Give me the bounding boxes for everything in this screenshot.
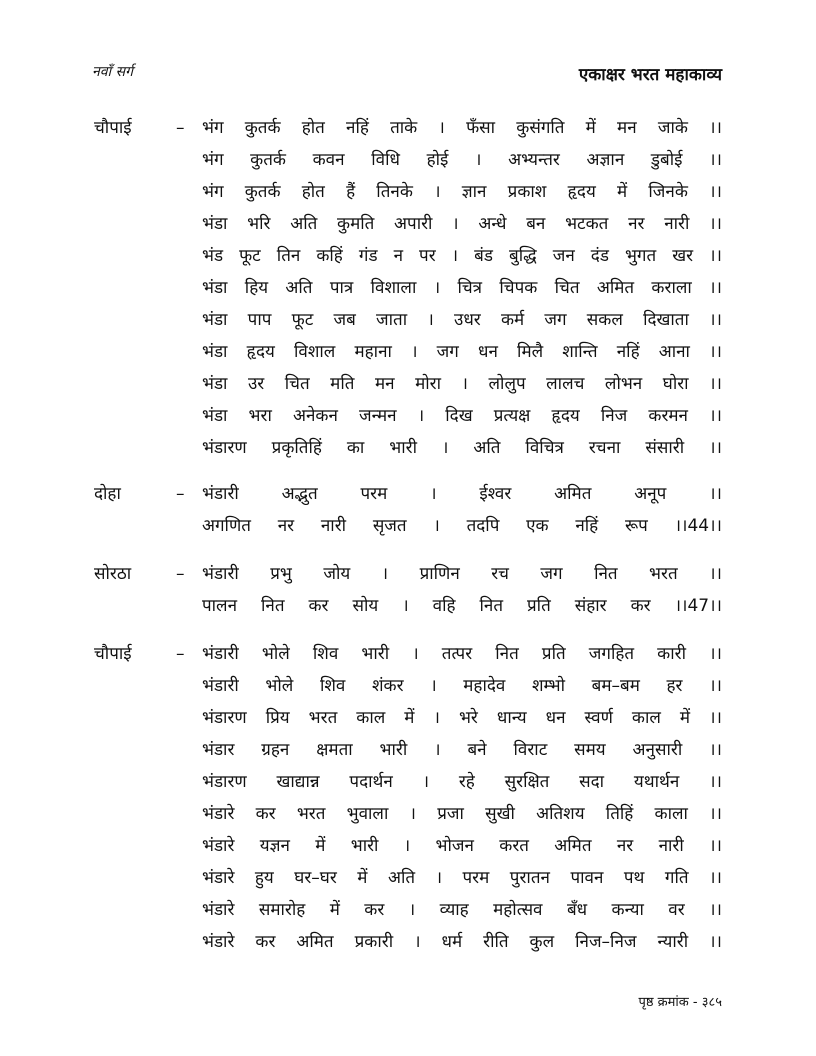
verse-line: भंडा उर चित मति मन मोरा । लोलुप लालच लोभन घोरा ।। — [202, 374, 722, 394]
verse-line: भंडारण प्रकृतिहिं का भारी । अति विचित्र रचना संसारी ।। — [202, 438, 722, 458]
verse-line: भंडा भरि अति कुमति अपारी । अन्धे बन भटकत नर नारी ।। — [202, 214, 722, 234]
chapter-title: नवाँ सर्ग — [92, 64, 133, 80]
verse-line: भंडा हृदय विशाल महाना । जग धन मिलै शान्ति नहिं आना ।। — [202, 342, 722, 362]
verse-line: भंग कुतर्क कवन विधि होई । अभ्यन्तर अज्ञान डुबोई ।। — [202, 150, 722, 170]
verse-line: भंडार ग्रहन क्षमता भारी । बने विराट समय अनुसारी ।। — [202, 740, 722, 760]
verse-type-label: चौपाई — [94, 118, 132, 138]
verse-line: भंडारण खाद्यान्न पदार्थन । रहे सुरक्षित सदा यथार्थन ।। — [202, 772, 722, 792]
verse-line: भंडारी भोले शिव शंकर । महादेव शम्भो बम–बम हर ।। — [202, 676, 722, 696]
verse-line: भंडारी प्रभु जोय । प्राणिन रच जग नित भरत ।। — [202, 564, 722, 584]
page-number: पृष्ठ क्रमांक - ३८५ — [638, 995, 722, 1010]
verse-line: भंडारी भोले शिव भारी । तत्पर नित प्रति जगहित कारी ।। — [202, 644, 722, 664]
verse-line: भंग कुतर्क होत नहिं ताके । फँसा कुसंगति में मन जाके ।। — [202, 118, 722, 138]
verse-line: भंड फूट तिन कहिं गंड न पर । बंड बुद्धि जन दंड भुगत खर ।। — [202, 246, 722, 266]
verse-line: भंडारे समारोह में कर । व्याह महोत्सव बँध कन्या वर ।। — [202, 900, 722, 920]
verse-line: भंडारे यज्ञन में भारी । भोजन करत अमित नर नारी ।। — [202, 836, 722, 856]
verse-dash: – — [176, 118, 185, 138]
verse-line: भंडा हिय अति पात्र विशाला । चित्र चिपक चित अमित कराला ।। — [202, 278, 722, 298]
verse-type-label: दोहा — [94, 484, 121, 504]
verse-line: पालन नित कर सोय । वहि नित प्रति संहार कर ।।47।। — [202, 596, 722, 616]
verse-line: भंडारे कर अमित प्रकारी । धर्म रीति कुल निज–निज न्यारी ।। — [202, 932, 722, 952]
verse-dash: – — [176, 564, 185, 584]
verse-line: भंडारे हुय घर–घर में अति । परम पुरातन पावन पथ गति ।। — [202, 868, 722, 888]
verse-line: भंग कुतर्क होत हैं तिनके । ज्ञान प्रकाश हृदय में जिनके ।। — [202, 182, 722, 202]
verse-line: भंडारण प्रिय भरत काल में । भरे धान्य धन स्वर्ण काल में ।। — [202, 708, 722, 728]
book-title: एकाक्षर भरत महाकाव्य — [578, 65, 722, 85]
verse-type-label: चौपाई — [94, 644, 132, 664]
verse-line: भंडारे कर भरत भुवाला । प्रजा सुखी अतिशय तिहिं काला ।। — [202, 804, 722, 824]
verse-line: भंडा पाप फूट जब जाता । उधर कर्म जग सकल दिखाता ।। — [202, 310, 722, 330]
verse-line: अगणित नर नारी सृजत । तदपि एक नहिं रूप ।।44।। — [202, 516, 722, 536]
verse-dash: – — [176, 484, 185, 504]
verse-dash: – — [176, 644, 185, 664]
verse-type-label: सोरठा — [94, 564, 132, 584]
verse-line: भंडा भरा अनेकन जन्मन । दिख प्रत्यक्ष हृदय निज करमन ।। — [202, 406, 722, 426]
verse-line: भंडारी अद्भुत परम । ईश्वर अमित अनूप ।। — [202, 484, 722, 504]
